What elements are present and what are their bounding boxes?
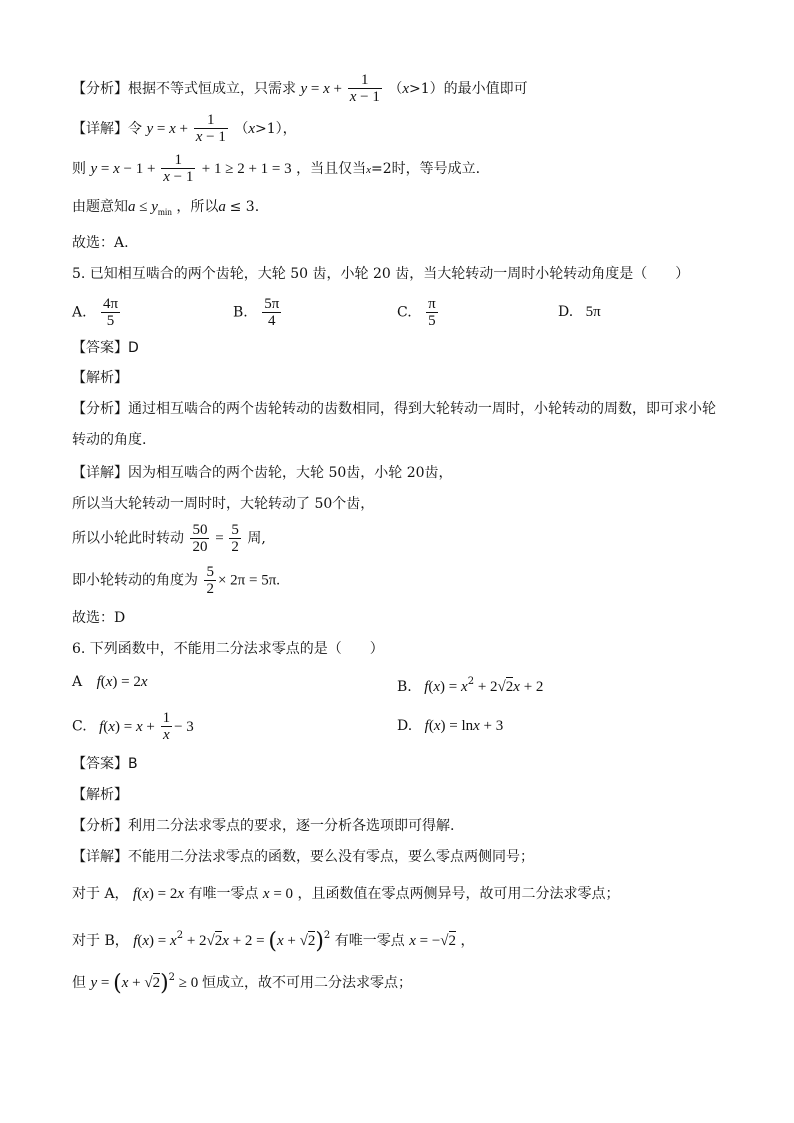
q6-option-c: C. f(x) = x + $\frac{1}{x}$ − 3 — [72, 710, 194, 743]
detail-5a: 【详解】因为相互啮合的两个齿轮，大轮 50齿，小轮 20齿， — [72, 465, 453, 481]
analysis-5b: 转动的角度. — [72, 432, 147, 448]
solution-label-6: 【解析】 — [72, 787, 128, 803]
detail-6-a: 对于 A， f(x) = 2x 有唯一零点 x = 0 ，且函数值在零点两侧异号，故可用二分法求零点； — [72, 886, 620, 902]
question-6: 6. 下列函数中，不能用二分法求零点的是（ ） — [72, 641, 384, 657]
q6-option-b: B. $f(x) = x^2 + 2√2x + 2$ — [397, 676, 544, 695]
detail-5b: 所以当大轮转动一周时时，大轮转动了 50个齿， — [72, 496, 375, 512]
q6-option-d: D. f(x) = lnx + 3 — [397, 718, 504, 734]
solution-label-5: 【解析】 — [72, 370, 128, 386]
fraction: $\frac{1}{x - 1}$ — [195, 112, 226, 145]
answer-label-6: 【答案】B — [72, 756, 138, 772]
question-5: 5. 已知相互啮合的两个齿轮，大轮 50 齿，小轮 20 齿，当大轮转动一周时小轮转动角度是（ ） — [72, 266, 690, 282]
detail-6-c: 但 $y = (x + √2)^2 \ge 0$ 恒成立，故不可用二分法求零点； — [72, 971, 413, 996]
analysis-5a: 【分析】通过相互啮合的两个齿轮转动的齿数相同，得到大轮转动一周时，小轮转动的周数，即可求小轮 — [72, 401, 716, 417]
answer-label-5: 【答案】D — [72, 340, 139, 356]
detail-6: 【详解】不能用二分法求零点的函数，要么没有零点，要么零点两侧同号； — [72, 849, 534, 865]
detail-6-b: 对于 B， $f(x) = x^2 + 2√2x + 2 = (x + √2)^2$ 有唯一零点 x = −√2 ， — [72, 929, 475, 954]
detail-line-3: 由题意知$a \le y_{min}$ ，所以a ≤ 3. — [72, 199, 260, 217]
analysis-text: 【分析】根据不等式恒成立，只需求 — [72, 81, 296, 97]
q5-option-b: B. $\frac{5\pi}{4}$ — [233, 296, 280, 329]
q5-option-a: A. $\frac{4\pi}{5}$ — [72, 296, 119, 329]
q6-option-a: A f(x) = 2x — [72, 674, 148, 690]
analysis-6: 【分析】利用二分法求零点的要求，逐一分析各选项即可得解. — [72, 818, 455, 834]
analysis-line-1: 【分析】根据不等式恒成立，只需求 y = x + $\frac{1}{x - 1}$ （x>1）的最小值即可 — [72, 72, 528, 105]
q5-option-d: D. 5π — [558, 304, 601, 320]
detail-5c: 所以小轮此时转动 $\frac{50}{20}$ = $\frac{5}{2}$ 周, — [72, 522, 266, 555]
fraction: $\frac{1}{x - 1}$ — [163, 152, 194, 185]
choice-line-5: 故选：D — [72, 610, 126, 626]
fraction: $\frac{1}{x - 1}$ — [349, 72, 380, 105]
choice-line: 故选：A. — [72, 235, 129, 251]
q5-option-c: C. $\frac{\pi}{5}$ — [397, 296, 436, 329]
detail-5d: 即小轮转动的角度为 $\frac{5}{2}$ × 2π = 5π. — [72, 564, 281, 597]
detail-line-2: 则 y = x − 1 + $\frac{1}{x - 1}$ + 1 ≥ 2 + 1 = 3 ，当且仅当x=2时，等号成立. — [72, 152, 481, 185]
detail-line-1: 【详解】令 y = x + $\frac{1}{x - 1}$ （x>1）， — [72, 112, 297, 145]
